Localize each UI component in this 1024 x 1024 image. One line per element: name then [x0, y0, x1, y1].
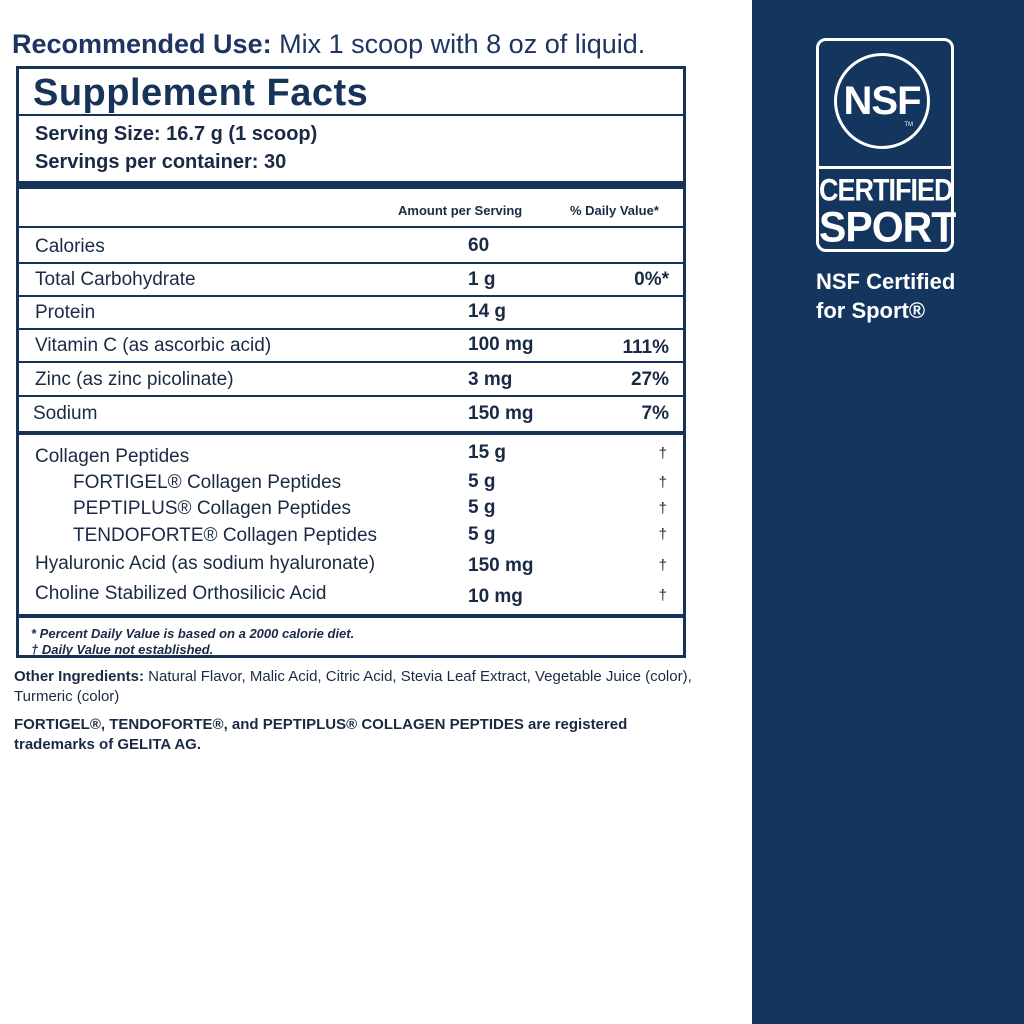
dagger-mark: †: [658, 474, 667, 491]
ingredient-amount: 10 mg: [468, 586, 523, 607]
ingredient-label: Hyaluronic Acid (as sodium hyaluronate): [35, 553, 376, 574]
nutrient-dv: 0%*: [634, 269, 669, 290]
ingredient-label: TENDOFORTE® Collagen Peptides: [73, 525, 378, 546]
certification-caption: NSF Certified for Sport®: [816, 269, 956, 323]
nutrient-amount: 60: [468, 235, 490, 256]
ingredient-amount: 5 g: [468, 471, 496, 492]
ingredient-amount: 5 g: [468, 524, 496, 545]
badge-certified-text: CERTIFIED: [819, 172, 953, 208]
header-daily-value: % Daily Value*: [570, 203, 659, 218]
ingredient-amount: 5 g: [468, 497, 496, 518]
footnote-dagger: † Daily Value not established.: [31, 642, 214, 657]
dagger-mark: †: [658, 500, 667, 517]
nutrient-amount: 14 g: [468, 301, 507, 322]
divider: [19, 295, 683, 297]
nsf-logo-text: NSF: [843, 79, 921, 123]
facts-title: Supplement Facts: [33, 72, 369, 114]
ingredient-label: Choline Stabilized Orthosilicic Acid: [35, 583, 327, 604]
nsf-logo-circle: [834, 53, 930, 149]
dagger-mark: †: [658, 557, 667, 574]
divider: [19, 395, 683, 397]
nutrient-label: Protein: [35, 302, 96, 323]
footnote-daily-value: * Percent Daily Value is based on a 2000 calorie diet.: [31, 626, 355, 641]
nutrient-label: Sodium: [33, 403, 98, 424]
nutrient-amount: 100 mg: [468, 334, 534, 355]
trademark-notice: FORTIGEL®, TENDOFORTE®, and PEPTIPLUS® COLLAGEN PEPTIDES are registered trademarks of GELITA AG.: [14, 716, 628, 753]
serving-size: Serving Size: 16.7 g (1 scoop): [35, 123, 318, 145]
ingredient-label: Collagen Peptides: [35, 446, 190, 467]
other-ingredients-text: Natural Flavor, Malic Acid, Citric Acid, Stevia Leaf Extract, Vegetable Juice (color), Turmeric (color): [14, 668, 692, 705]
nutrient-label: Calories: [35, 236, 105, 257]
dagger-mark: †: [658, 445, 667, 462]
divider-medium: [19, 431, 683, 435]
nutrient-label: Vitamin C (as ascorbic acid): [35, 335, 272, 356]
divider: [19, 262, 683, 264]
other-ingredients: [14, 667, 704, 707]
nutrient-amount: 3 mg: [468, 369, 513, 390]
ingredient-label: PEPTIPLUS® Collagen Peptides: [73, 498, 352, 519]
nutrient-amount: 150 mg: [468, 403, 534, 424]
nutrient-dv: 7%: [641, 403, 669, 424]
divider-thick: [19, 181, 683, 189]
badge-sport-text: SPORT: [819, 202, 956, 252]
divider-medium: [19, 614, 683, 618]
servings-per-container: Servings per container: 30: [35, 151, 287, 173]
dagger-mark: †: [658, 587, 667, 604]
certification-panel: [752, 0, 1024, 1024]
nutrient-amount: 1 g: [468, 269, 496, 290]
recommended-use: [12, 29, 645, 60]
nsf-certified-sport-badge: [816, 38, 954, 252]
recommended-use-label: Recommended Use:: [12, 29, 272, 59]
divider: [19, 328, 683, 330]
ingredient-amount: 150 mg: [468, 555, 534, 576]
nutrient-dv: 111%: [622, 337, 669, 358]
nutrient-label: Zinc (as zinc picolinate): [35, 369, 234, 390]
nutrient-label: Total Carbohydrate: [35, 269, 196, 290]
nsf-trademark-mark: TM: [904, 122, 913, 128]
nutrient-dv: 27%: [630, 369, 669, 390]
recommended-use-text: Mix 1 scoop with 8 oz of liquid.: [271, 29, 646, 59]
dagger-mark: †: [658, 526, 667, 543]
ingredient-label: FORTIGEL® Collagen Peptides: [73, 472, 342, 493]
header-amount: Amount per Serving: [398, 203, 523, 218]
divider: [19, 114, 683, 116]
other-ingredients-label: Other Ingredients:: [14, 668, 145, 685]
divider: [19, 226, 683, 228]
divider: [19, 361, 683, 363]
badge-divider: [819, 166, 951, 169]
supplement-facts-panel: [16, 66, 686, 658]
ingredient-amount: 15 g: [468, 442, 507, 463]
